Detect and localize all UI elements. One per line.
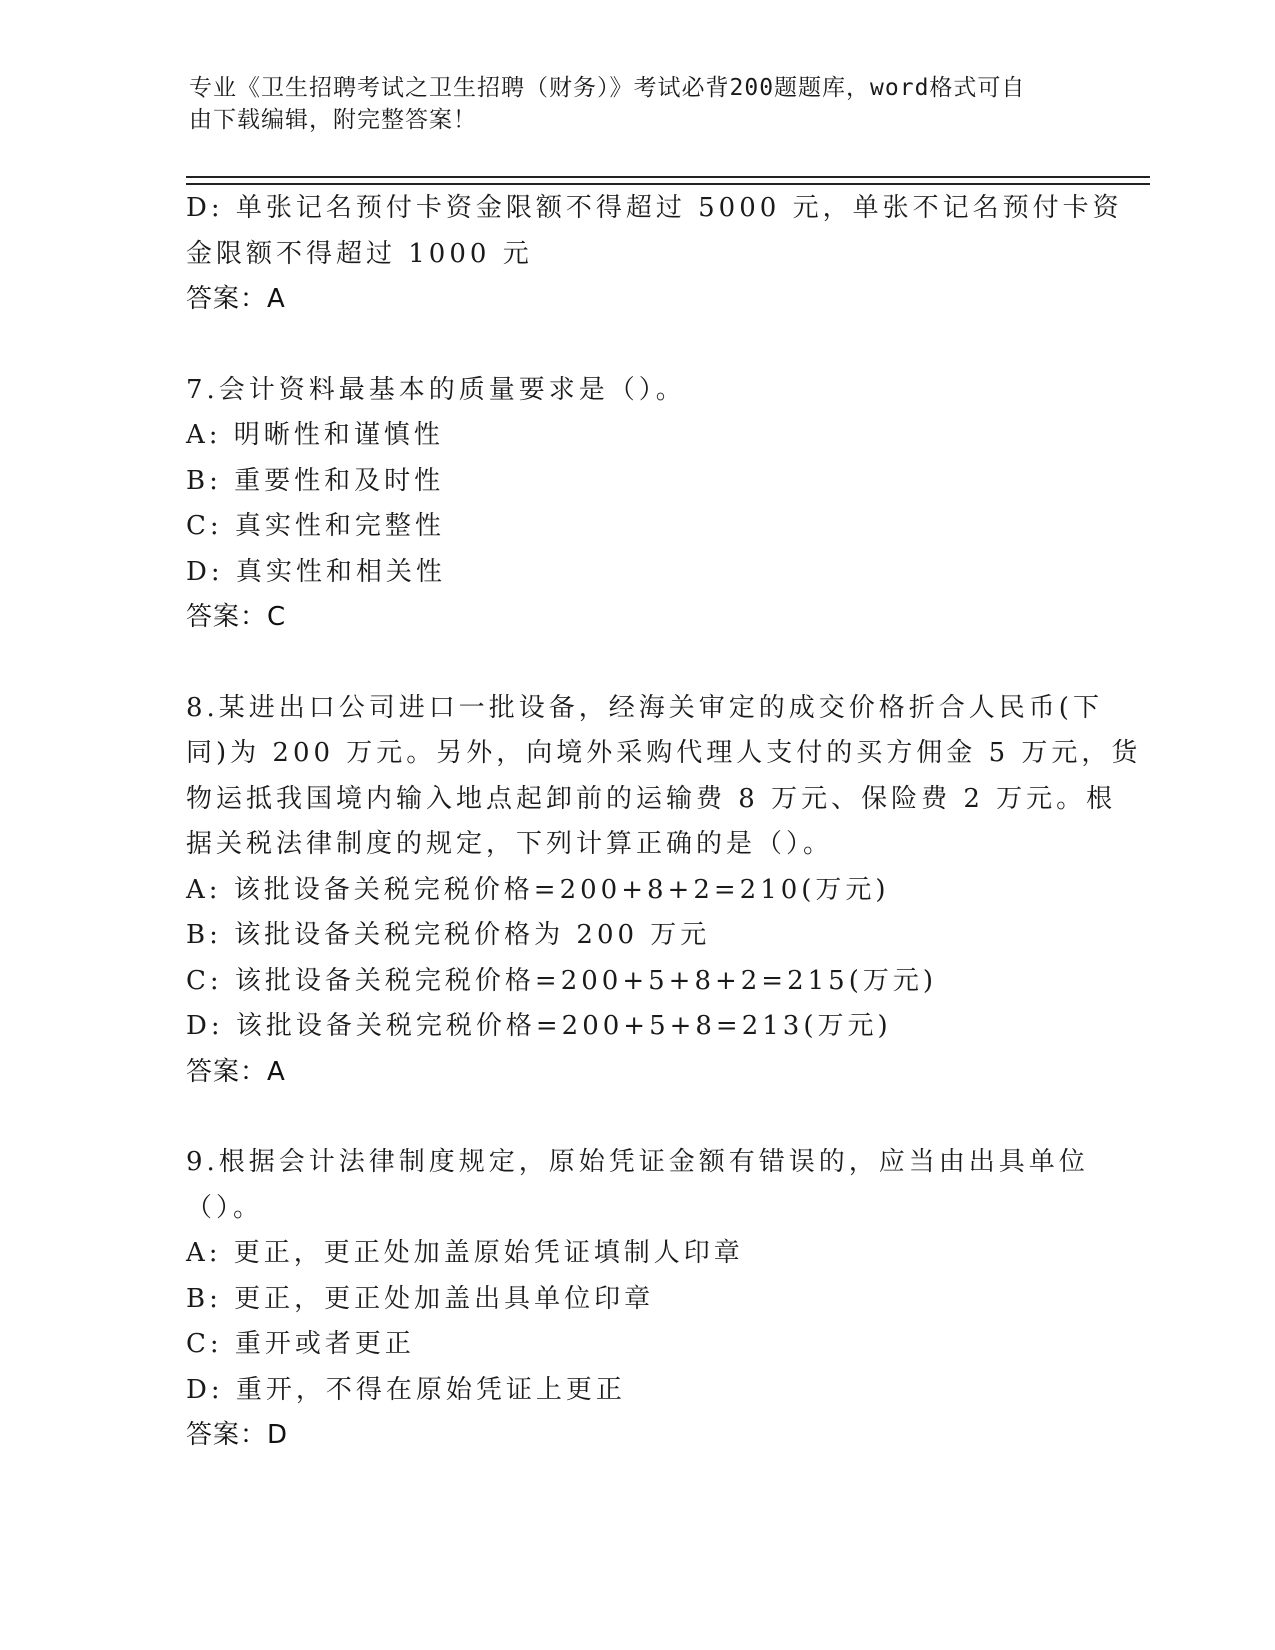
- question-stem: 7.会计资料最基本的质量要求是（）。: [186, 374, 686, 405]
- header-line-2: 由下载编辑，附完整答案！: [189, 107, 477, 133]
- question-stem-line-1: 8.某进出口公司进口一批设备，经海关审定的成交价格折合人民币(下: [186, 692, 1103, 723]
- header-line-1: 专业《卫生招聘考试之卫生招聘（财务）》考试必背200题题库，word格式可自: [189, 75, 1026, 101]
- option-c: C: 重开或者更正: [186, 1329, 415, 1359]
- option-c: C: 该批设备关税完税价格=200+5+8+2=215(万元): [186, 965, 938, 996]
- option-b: B: 重要性和及时性: [186, 465, 445, 496]
- answer-line: 答案：A: [186, 284, 286, 314]
- option-d-line-2: 金限额不得超过 1000 元: [186, 238, 533, 269]
- option-b: B: 更正，更正处加盖出具单位印章: [186, 1283, 655, 1314]
- header-divider-top: [186, 176, 1150, 178]
- previous-question-tail: [186, 186, 1123, 323]
- question-stem-line-2: （）。: [186, 1192, 264, 1223]
- spacer: [186, 641, 1086, 686]
- spacer: [186, 1095, 1086, 1140]
- answer-line: 答案：D: [186, 1420, 289, 1450]
- header-divider-bottom: [186, 183, 1150, 185]
- question-stem-line-1: 9.根据会计法律制度规定，原始凭证金额有错误的，应当由出具单位: [186, 1147, 1089, 1177]
- question-list: [186, 186, 1142, 1459]
- answer-line: 答案：C: [186, 602, 287, 632]
- question-stem-line-2: 同)为 200 万元。另外，向境外采购代理人支付的买方佣金 5 万元，货: [186, 738, 1142, 768]
- option-a: A: 明晰性和谨慎性: [186, 420, 444, 450]
- answer-line: 答案：A: [186, 1056, 286, 1087]
- spacer: [186, 323, 1086, 368]
- question-9: [186, 1140, 1089, 1459]
- option-d: D: 该批设备关税完税价格=200+5+8=213(万元): [186, 1011, 892, 1041]
- question-stem-line-4: 据关税法律制度的规定，下列计算正确的是（）。: [186, 829, 834, 859]
- question-7: [186, 368, 1086, 641]
- option-c: C: 真实性和完整性: [186, 511, 445, 541]
- question-stem-line-3: 物运抵我国境内输入地点起卸前的运输费 8 万元、保险费 2 万元。根: [186, 783, 1117, 814]
- option-d: D: 真实性和相关性: [186, 556, 446, 587]
- question-8: [186, 686, 1142, 1096]
- option-a: A: 该批设备关税完税价格=200+8+2=210(万元): [186, 874, 890, 905]
- option-a: A: 更正，更正处加盖原始凭证填制人印章: [186, 1238, 744, 1268]
- option-d-line-1: D: 单张记名预付卡资金限额不得超过 5000 元，单张不记名预付卡资: [186, 193, 1123, 223]
- option-d: D: 重开，不得在原始凭证上更正: [186, 1374, 626, 1405]
- option-b: B: 该批设备关税完税价格为 200 万元: [186, 920, 711, 950]
- document-header: [189, 72, 1089, 136]
